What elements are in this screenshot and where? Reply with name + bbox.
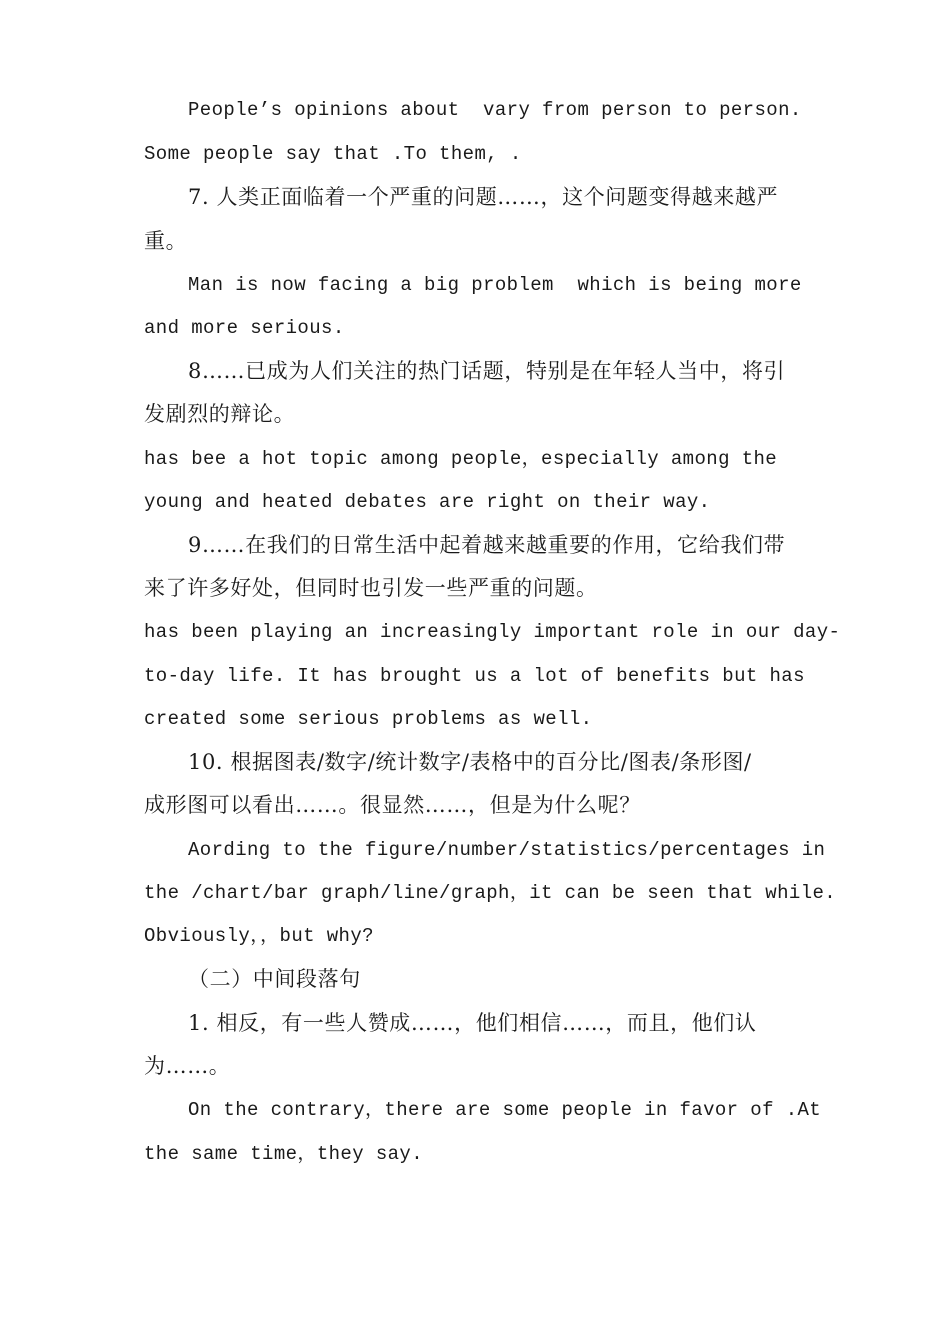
text-line: to-day life. It has brought us a lot of benefits but has — [144, 665, 805, 687]
text-line: 10. 根据图表/数字/统计数字/表格中的百分比/图表/条形图/ — [188, 750, 752, 774]
section-heading: （二）中间段落句 — [188, 967, 361, 991]
text-line: 来了许多好处，但同时也引发一些严重的问题。 — [144, 576, 598, 600]
text-line: Some people say that .To them, . — [144, 143, 522, 165]
text-line: the /chart/bar graph/line/graph，it can be seen that while. — [144, 882, 837, 904]
text-line: People’s opinions about vary from person to person. — [188, 99, 802, 121]
text-line: young and heated debates are right on their way. — [144, 491, 711, 513]
text-line: On the contrary，there are some people in favor of .At — [188, 1099, 822, 1121]
text-line: 8……已成为人们关注的热门话题，特别是在年轻人当中，将引 — [188, 359, 786, 383]
text-line: 发剧烈的辩论。 — [144, 402, 296, 426]
text-line: has been playing an increasingly important role in our day- — [144, 621, 841, 643]
text-line: the same time，they say. — [144, 1143, 424, 1165]
text-line: Aording to the figure/number/statistics/percentages in — [188, 839, 826, 861]
text-line: 成形图可以看出……。很显然……，但是为什么呢？ — [144, 793, 641, 817]
text-line: Man is now facing a big problem which is being more — [188, 274, 802, 296]
text-line: and more serious. — [144, 317, 345, 339]
text-line: 1. 相反，有一些人赞成……，他们相信……，而且，他们认 — [188, 1011, 757, 1035]
text-line: 7. 人类正面临着一个严重的问题……，这个问题变得越来越严 — [188, 185, 779, 209]
text-line: has bee a hot topic among people，especially among the — [144, 448, 778, 470]
text-line: 为……。 — [144, 1054, 231, 1078]
text-line: Obviously，，but why? — [144, 925, 374, 947]
text-line: 重。 — [144, 229, 188, 253]
text-line: created some serious problems as well. — [144, 708, 593, 730]
text-line: 9……在我们的日常生活中起着越来越重要的作用，它给我们带 — [188, 533, 786, 557]
